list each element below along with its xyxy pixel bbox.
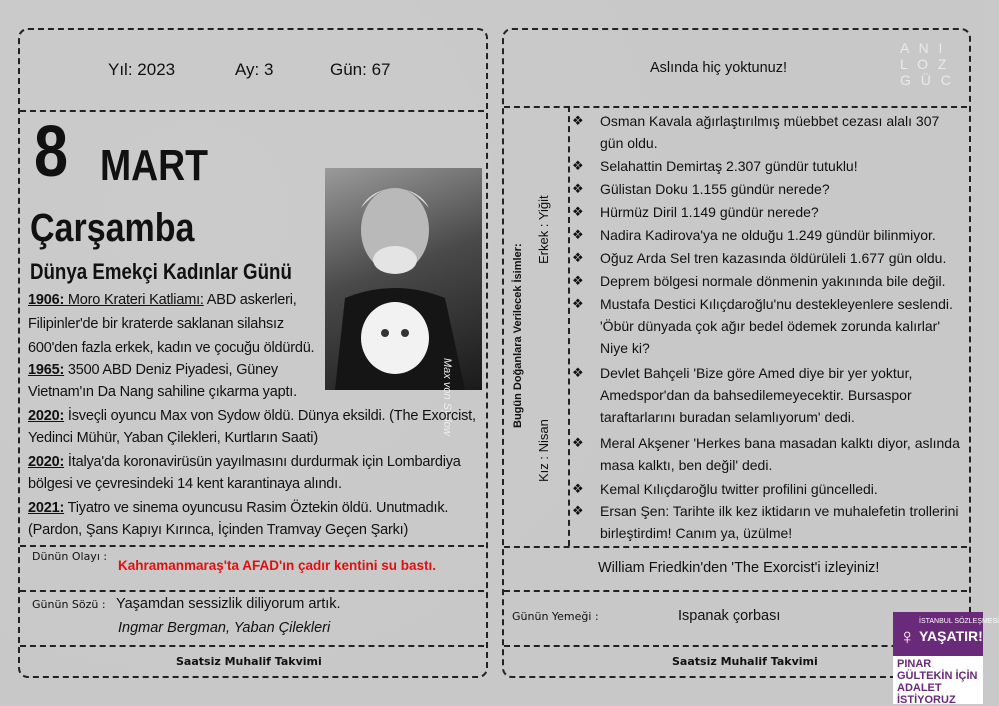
- istanbul-convention-badge: [893, 612, 999, 656]
- film-recommendation: William Friedkin'den 'The Exorcist'i izleyiniz!: [598, 560, 880, 576]
- quote-label: Günün Sözü :: [32, 598, 106, 611]
- bullet-icon: ❖: [572, 273, 584, 288]
- food-text: Ispanak çorbası: [678, 608, 781, 624]
- event-year: 1906:: [28, 292, 65, 308]
- logo-line: A N I: [900, 40, 946, 56]
- news-text: Hürmüz Diril 1.149 gündür nerede?: [600, 204, 819, 220]
- news-text: Selahattin Demirtaş 2.307 gündür tutuklu!: [600, 158, 858, 174]
- girl-name: Kız : Nisan: [536, 419, 551, 482]
- special-day: Dünya Emekçi Kadınlar Günü: [30, 259, 292, 284]
- event-2020b-line-2: bölgesi ve çevresindeki 14 kent karantinaya alındı.: [28, 476, 342, 492]
- news-item: [572, 178, 960, 200]
- news-text: Gülistan Doku 1.155 gündür nerede?: [600, 181, 830, 197]
- right-header-divider: [504, 106, 967, 108]
- event-1965-line-1: [28, 362, 278, 378]
- badge-venus-icon: ♀: [899, 624, 916, 649]
- portrait-illustration: [325, 168, 482, 390]
- news-text: Deprem bölgesi normale dönmenin yakınında bile değil.: [600, 273, 946, 289]
- event-of-day-label: Dünün Olayı :: [32, 550, 108, 563]
- left-event-of-day-divider: [20, 590, 484, 592]
- news-item: [572, 500, 960, 544]
- news-text: Mustafa Destici Kılıçdaroğlu'nu destekleyenlere seslendi. 'Öbür dünyada çok ağır bedel ödemek zorunda kalırlar' Niye ki?: [600, 296, 953, 356]
- news-text: Nadira Kadirova'ya ne olduğu 1.249 gündür bilinmiyor.: [600, 227, 936, 243]
- logo-line: G Ü C: [900, 72, 954, 88]
- left-header-divider: [20, 110, 484, 112]
- event-year: 2020:: [28, 408, 65, 424]
- bullet-icon: ❖: [572, 435, 584, 450]
- news-item: [572, 201, 960, 223]
- news-item: [572, 293, 960, 359]
- quote-text: Yaşamdan sessizlik diliyorum artık.: [116, 596, 341, 612]
- right-title: Aslında hiç yoktunuz!: [650, 60, 788, 76]
- news-text: Oğuz Arda Sel tren kazasında öldürüleli 1.677 gün oldu.: [600, 250, 947, 266]
- news-item: [572, 224, 960, 246]
- news-item: [572, 270, 960, 292]
- news-text: Devlet Bahçeli 'Bize göre Amed diye bir yer yoktur, Amedspor'dan da bahsedilemeyecektir. Bursaspor taraftarlarını buradan selamlıyorum' dedi.: [600, 365, 913, 425]
- portrait-photo: [325, 168, 482, 436]
- news-item: [572, 478, 960, 500]
- names-label: Bugün Doğanlara Verilecek İsimler:: [512, 243, 524, 428]
- bullet-icon: ❖: [572, 113, 584, 128]
- quote-author: Ingmar Bergman, Yaban Çilekleri: [118, 620, 331, 636]
- right-names-divider: [568, 106, 570, 546]
- badge-big-text: YAŞATIR!: [919, 628, 983, 644]
- bullet-icon: ❖: [572, 365, 584, 380]
- left-quote-divider: [20, 645, 484, 647]
- event-1906-line-2: Filipinler'de bir kraterde saklanan silahsız: [28, 316, 284, 332]
- news-item: [572, 432, 960, 476]
- event-2021-line-2: (Pardon, Şans Kapıyı Kırınca, İçinden Tramvay Geçen Şarkı): [28, 522, 409, 538]
- bullet-icon: ❖: [572, 481, 584, 496]
- justice-badge: PINAR GÜLTEKİN İÇİN ADALET İSTİYORUZ: [893, 656, 983, 704]
- food-label: Günün Yemeği :: [512, 610, 599, 623]
- left-footer: Saatsiz Muhalif Takvimi: [176, 655, 322, 668]
- right-footer: Saatsiz Muhalif Takvimi: [672, 655, 818, 668]
- bullet-icon: ❖: [572, 296, 584, 311]
- weekday: Çarşamba: [30, 206, 195, 250]
- event-1965-line-2: Vietnam'ın Da Nang sahiline çıkarma yaptı.: [28, 384, 297, 400]
- month-name: MART: [100, 141, 209, 190]
- event-year: 1965:: [28, 362, 65, 378]
- left-events-divider: [20, 545, 484, 547]
- event-text: Tiyatro ve sinema oyuncusu Rasim Öztekin öldü. Unutmadık.: [64, 500, 449, 516]
- right-items-divider: [504, 546, 967, 548]
- bullet-icon: ❖: [572, 227, 584, 242]
- photo-caption: Max von Sydow: [441, 358, 453, 436]
- event-text: 3500 ABD Deniz Piyadesi, Güney: [64, 362, 278, 378]
- bullet-icon: ❖: [572, 503, 584, 518]
- event-text: İsveçli oyuncu Max von Sydow öldü. Dünya eksildi. (The Exorcist,: [64, 408, 476, 424]
- event-1906-line-3: 600'den fazla erkek, kadın ve çocuğu öldürdü.: [28, 340, 315, 356]
- news-item: [572, 110, 960, 154]
- year-label: Yıl: 2023: [108, 60, 176, 79]
- news-item: [572, 155, 960, 177]
- bullet-icon: ❖: [572, 250, 584, 265]
- event-text: ABD askerleri,: [203, 292, 297, 308]
- news-text: Meral Akşener 'Herkes bana masadan kalktı diyor, aslında masa kalktı, ben değil' dedi.: [600, 435, 960, 473]
- right-film-divider: [504, 590, 967, 592]
- day-number: 8: [34, 112, 69, 192]
- news-item: [572, 362, 960, 428]
- badge-small-text: İSTANBUL SÖZLEŞMESİ: [919, 618, 999, 625]
- news-item: [572, 247, 960, 269]
- news-text: Osman Kavala ağırlaştırılmış müebbet cezası alalı 307 gün oldu.: [600, 113, 940, 151]
- event-title: Moro Krateri Katliamı:: [64, 292, 204, 308]
- event-2021-line-1: [28, 500, 448, 516]
- event-2020a-line-1: [28, 408, 476, 424]
- day-of-year-label: Gün: 67: [330, 60, 391, 79]
- event-1906-line-1: [28, 292, 297, 308]
- anilozguc-logo: [900, 40, 962, 88]
- event-year: 2020:: [28, 454, 65, 470]
- event-2020a-line-2: Yedinci Mühür, Yaban Çilekleri, Kurtların Saati): [28, 430, 318, 446]
- bullet-icon: ❖: [572, 204, 584, 219]
- month-label: Ay: 3: [235, 60, 274, 79]
- boy-name: Erkek : Yiğit: [536, 195, 551, 264]
- news-text: Kemal Kılıçdaroğlu twitter profilini güncelledi.: [600, 481, 878, 497]
- event-year: 2021:: [28, 500, 65, 516]
- bullet-icon: ❖: [572, 158, 584, 173]
- news-text: Ersan Şen: Tarihte ilk kez iktidarın ve muhalefetin trollerini birleştirdim! Canım ya, üzülme!: [600, 503, 959, 541]
- event-2020b-line-1: [28, 454, 461, 470]
- logo-line: L O Z: [900, 56, 950, 72]
- event-text: İtalya'da koronavirüsün yayılmasını durdurmak için Lombardiya: [64, 454, 461, 470]
- event-of-day-text: Kahramanmaraş'ta AFAD'ın çadır kentini su bastı.: [118, 558, 437, 573]
- bullet-icon: ❖: [572, 181, 584, 196]
